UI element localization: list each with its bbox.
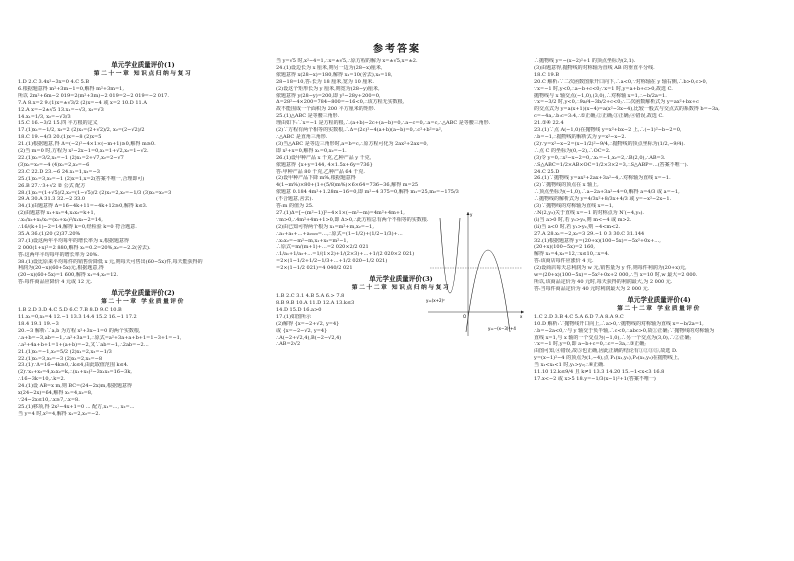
answer-line: 依题意 0.184 4m²+1.28m−16=0,即 m²−4 375=0,解得 m₁=25,m₂=−175/3 xyxy=(276,189,459,196)
answer-line: 35.A 36.(1)20 (2)37.20% xyxy=(18,230,81,237)
answer-line: ∴b=−2a<0,∵与 y 轴交于负半轴,∴c<0,∴abc>0,故①正确;∵抛物线的对称轴为 xyxy=(534,327,715,334)
answer-line: ∴A(−2+√2,4),B(−2−√2,4) xyxy=(276,334,342,341)
section-title: 单元学业质量评价(1) xyxy=(111,61,175,69)
answer-line: ∴16/(k+1)−2=14,解得 k=0,经检验 k=0 符合题意. xyxy=(18,224,137,231)
answer-line: 答:该商店每件应涨价 4 元. xyxy=(534,258,594,265)
answer-line: 理由如下:∵x=−1 是方程的根,∴(a+b)−2c+(a−b)=0,∴a−c=0,∴a=c,∴△ABC 是等腰三角形. xyxy=(276,120,491,127)
answer-line: ∵x=−1 时,y=0,即 a−b+c=0,∴c=−3a,∴③正确; xyxy=(534,341,646,348)
answer-line: 28.(1)x₁=(1+√5)/2,x₂=(1−√5)/2 (2)x₁=2,x₂=−1/3 (3)x₁=x₂=3 xyxy=(18,189,172,196)
answer-line: 17.x<−2 或 x>5 18.y=−1/3(x−1)²+1(答案不唯一) xyxy=(534,375,656,382)
section-subtitle: 第二十一章 知识点归纳与复习 xyxy=(93,71,193,77)
answer-line: 27.(1)Δ=[−(m²−1)]²−4×1×(−m²−m)=4m²+4m+1, xyxy=(276,209,405,216)
answer-line: c=−4a,∴b:c=3:4,∴①正确;②正确;③正确;④错误,故选 C. xyxy=(534,113,664,120)
answer-line: 18.C 19.−4/3 20.(1)x=−8 (2)x=5 xyxy=(18,134,102,141)
answer-line: =2×(1−1/2+1/2−1/3+…+1/2 020−1/2 021) xyxy=(276,258,388,265)
answer-line: 22.(1)x₁=3,x₂=−3 (2)x₁=2,x₂=−8 xyxy=(18,355,103,362)
answer-line: 解得 x₁=4,x₂=12,∵x≤10,∴x=4. xyxy=(534,251,610,258)
answer-line: ∵m>0,∴4m²+4m+1>0,即 Δ>0,∴此方程总有两个不相等的实数根. xyxy=(276,216,429,223)
answer-line: 答:这两年平均每年的增长率为 20%. xyxy=(18,251,99,258)
answer-line: ∴b=−1,∴抛物线的解析式为 y=x²−x−2. xyxy=(534,133,627,140)
answer-line: (2)设商店每天总利润为 w 元,销售量为 y 件,则每件利润为(20+x)元, xyxy=(534,265,687,272)
answer-line: (2)∵方程有两个相等的实数根,∴Δ=(2c)²−4(a+b)(a−b)=0,∴c²+b²=a², xyxy=(276,127,443,134)
answer-line: 当 y=√5 时,x²−4=1,∴x=±√5,∴原方程的解为 x=±√5,x=±2. xyxy=(276,58,418,64)
answer-line: 24.(1)设 AB=x m,则 BC=(24−2x)m,根据题意得 xyxy=(18,383,132,390)
answer-line: ∴原式=m/(m+1)+…=2 020×2/2 021 xyxy=(276,244,369,251)
answer-line: (2)当 m=0 时,方程为 x²−2x−1=0,x₁=1+√2,x₂=1−√2. xyxy=(18,148,149,155)
answer-line: (2)∵抛物线的顶点在 x 轴上, xyxy=(534,182,599,189)
answer-line: (2)∵y=x²−x−2=(x−1/2)²−9/4,∴抛物线的顶点坐标为(1/2,−9/4). xyxy=(534,140,686,147)
answer-line: 26.(1)∵抛物线 y=ax²+2ax+3a²−4,∴对称轴为直线 x=−1. xyxy=(534,175,671,182)
answer-line: 27.A 28.x₁=−2,x₂=3 29.−1 0 3 30.C 31.144 xyxy=(534,230,645,237)
answer-line: 的交点式为 y=a(x+1)(x−4)=a(x²−3x−4),比较一般式与交点式的系数得 b=−3a, xyxy=(534,106,720,113)
answer-line: 26.B 27.∵3+√2 ② 公式 配方 xyxy=(18,182,86,189)
answer-line: 依题意得 {x+y=144, 4×1.5x+6y=736} xyxy=(276,161,373,168)
answer-line: 或 {x=−2−√2, y=4} xyxy=(276,327,328,334)
answer-line: 答:m 的值为 25. xyxy=(276,203,314,210)
answer-line: (2)设这个矩形长为 y 厘米,则宽为(28−y)厘米, xyxy=(276,85,380,92)
parabola-graph-svg xyxy=(426,208,526,338)
section-title: 单元学业质量评价(2) xyxy=(111,289,175,298)
answer-line: 28−18=10,答:长为 18 厘米,宽为 10 厘米. xyxy=(276,78,375,85)
answer-line: 20.−3 解析:∵a,b 为方程 x²+3x−1=0 的两个实数根, xyxy=(18,327,141,334)
answer-line: (3)由题意得,抛物线的对称轴为直线 AB 的垂直平分线. xyxy=(534,64,655,71)
answer-line: (2)设甲种产品下降 m%,根据题意得 xyxy=(276,175,356,182)
answer-line: 14.D 15.D 16.a>0 xyxy=(276,306,322,313)
answer-line: 29.A 30.A 31.3 32.−2 33.0 xyxy=(18,196,86,203)
answer-line: ∴x₁x₂=−m²−m,x₁+x₂=m²−1, xyxy=(276,237,349,244)
answer-line: ∵x=−1 时,y<0,∴a−b+c<0;∵x=1 时,y=a+b+c>0,故选 C. xyxy=(534,85,673,92)
answer-line: 1.D 2.C 3.4x²−3x=0 4.C 5.B xyxy=(18,79,90,85)
answer-line: =2×(1−1/2 021)=4 040/2 021 xyxy=(276,265,353,272)
answer-line: ∴1/a₁+1/a₂+…=1/(1×2)+1/(2×3)+…+1/(2 020×2 021) xyxy=(276,251,415,258)
answer-line: 25.(1)移项,得 2x²−4x+1=0 ... 配方,x₁=..., x₂=... xyxy=(18,403,135,410)
answer-line: ∴抛物线的解析式为 y=4/3x²+8/3x+4/3 或 y=−x²−2x−1. xyxy=(534,196,672,203)
page-title: 参考答案 xyxy=(373,44,421,55)
answer-line: 答:甲种产品 80 千克,乙种产品 64 千克. xyxy=(276,168,365,175)
answer-line: 抛物线与 x 轴交点(−1,0),(3,0),∴对称轴 x=1,∴−b/2a=1. xyxy=(534,92,667,99)
parabola-graph xyxy=(426,208,526,338)
answer-line: (20+x)(100−5x)=2 160, xyxy=(534,244,596,251)
section-title: 单元学业质量评价(3) xyxy=(369,275,433,284)
answer-line: 依题意得 x(28−x)=180,解得 x₁=10(舍去),x₂=18, xyxy=(276,71,393,78)
answer-line: (i)当 a>0 时,若 y₁>y₂,则 m<−4 或 m>2. xyxy=(534,216,632,223)
answer-line: x(24−2x)=64,解得 x₁=4,x₂=8, xyxy=(18,390,93,397)
answer-line: 答:每件商品应降价 4 元或 12 元. xyxy=(18,279,93,286)
answer-line: (ii)当 a<0 时,若 y₁>y₂,则 −4<m<2. xyxy=(534,223,621,230)
answer-line: ∴a+b=−3,ab=−1,∴a²+3a=1,∴原式=a²+3a+a+b+1=1−3+1=−1, xyxy=(18,334,182,341)
answer-line: 依题意得 y(28−y)=200,即 y²−28y+200=0, xyxy=(276,92,381,99)
answer-line: 直线 x=1,与 x 轴的一个交点为(−1,0),∴另一个交点为(3,0),∴②正确; xyxy=(534,334,692,341)
answer-line: ∴顶点坐标为(−1,0),∴a−2a+3a²−4=0,解得 a=4/3 或 a=−1, xyxy=(534,189,680,196)
answer-line: y=(x−1)²−4 的顶点为(1,−4),点 P₁(x₁,y₁),P₂(x₂,y₂)在抛物线上, xyxy=(534,355,680,362)
answer-line: ∴S△ABC=1/2×AB×OC=1/2×3×2=3,∴S△ABP=…(答案不唯一). xyxy=(534,161,689,168)
answer-line: 24.(1)设边长为 x 厘米,则另一边为(28−x)厘米, xyxy=(276,64,383,71)
answer-line: 7.A 8.x=2 9.(1)x=±√3/2 (2)x=−4 或 x=2 10.D 11.A xyxy=(18,99,147,106)
answer-line: 当 x₁<x₂<1 时,y₁>y₂;∴⑥正确. xyxy=(534,362,605,369)
answer-line: 25.(1)x₁=3,x₂=−1 (2)x=1,x=2(答案不唯一,合理即可) xyxy=(18,175,145,182)
answer-line: (3)令 y=0,∴x²−x−2=0,∴x₁=−1,x₂=2,∴B(2,0),∴AB=3. xyxy=(534,154,666,161)
answer-line: 17.(1)x₁=−1/2, x₂=2 (2)x₁=(2+√2)/2, x₂=(2−√2)/2 xyxy=(18,127,145,134)
answer-line: Δ=28²−4×200=784−800=−16<0,∴该方程无实数根, xyxy=(276,99,405,106)
answer-line: ∵24−2x≤10,∴x≥7,∴x=8. xyxy=(18,396,80,403)
origin-label: O xyxy=(463,314,467,319)
answer-line: 24.C 25.D xyxy=(534,168,560,175)
answer-line: 26.(1)设甲种产品 x 千克,乙种产品 y 千克, xyxy=(276,154,372,161)
answer-line: (2)由题意得 x₁+x₂=4,x₁x₂=k+1, xyxy=(18,210,96,217)
answer-line: (3)∵抛物线的对称轴为直线 x=−1, xyxy=(534,203,614,210)
answer-line: 20.C 解析:∵二次函数图象开口向下,∴a<0,∵对称轴在 y 轴右侧,∴b>0,c>0, xyxy=(534,78,708,85)
answer-line: 所以,该商品定价为 40 元时,每天获得的利润最大,为 2 000 元. xyxy=(534,279,673,285)
section-title: 单元学业质量评价(4) xyxy=(627,295,691,304)
answer-line: (20−x)(60+5x)=1 600,解得 x₁=4,x₂=12. xyxy=(18,272,119,279)
answer-line: 12.A x=−2±√5 13.x₁=−√3, x₂=√3 xyxy=(18,106,104,113)
answer-column-3 xyxy=(534,58,784,553)
answer-column-2 xyxy=(276,58,526,553)
answer-line: ∴N(2,y₂)关于直线 x=−1 的对称点为 N′(−4,y₂). xyxy=(534,209,644,216)
answer-line: 6.根据题意得 m²+3m−1=0,解得 m²+3m=1, xyxy=(18,85,124,92)
answer-line: 当 y=4 时,x²=4,解得 x₁=2,x₂=−2. xyxy=(18,410,101,417)
x-axis-label: x xyxy=(520,314,523,319)
answer-line: 23.(1)∵点 A(−1,0)在抛物线 y=x²+bx−2 上,∴(−1)²−b−2=0, xyxy=(534,127,682,134)
answer-line: 18.4 19.1 19.−3 xyxy=(18,321,59,327)
answer-line: ∴点 C 的坐标为(0,−2),∴OC=2. xyxy=(534,147,611,154)
answer-line: 14.x₁=1/3, x₂=−√3/3 xyxy=(18,113,71,120)
answer-line: ∵x=−3/2 时,y<0,∴9a/4−3b/2+c<0;∴二次函数解析式为 y=ax²+bx+c xyxy=(534,99,699,106)
answer-line: 答:当每件商品定价为 40 元时利润最大为 2 000 元. xyxy=(534,285,650,292)
section-subtitle: 第二十一章 学业质量评价 xyxy=(101,299,185,306)
answer-line: ∴△ABC 是直角三角形. xyxy=(276,133,328,140)
answer-line: 21.(1)根据题意,得 Δ=(−2)²−4×1×(−m+1)≥0,解得 m≥0. xyxy=(18,141,156,148)
parabola-left xyxy=(440,218,460,293)
answer-line: 37.(1)设这两年平均每年的增长率为 x,根据题意得 xyxy=(18,237,130,244)
answer-line: (2)∵x₁+x₂=4,x₁x₂=k,∴(x₁+x₂)²−3x₁x₂=16−3k, xyxy=(18,369,133,376)
answer-line: 所以 2m²+6m−2 019=2(m²+3m)−2 019=2−2 019=−2 017. xyxy=(18,92,169,99)
answer-line: 38.(1)设比原来平均每件的销售价降低 x 元,则每天可售出(60−5x)件,每天能获得的 xyxy=(18,258,203,265)
answer-line: 1.B 2.D 3.D 4.C 5.D 6.C 7.B 8.D 9.C 10.B xyxy=(18,307,122,314)
answer-line: (3)x₁=x₂=−4 (4)x₁=2,x₂=−6 xyxy=(18,161,90,168)
answer-line: 4(1−m%)×80+(1+(5/8)m%)×6×64=736−36,解得 m=25 xyxy=(276,182,419,189)
parabola-right xyxy=(466,250,510,332)
y-axis-label: y xyxy=(470,212,473,217)
answer-line: 15.C 16.−3/2 15.四 平方根的定义 xyxy=(18,120,98,127)
answer-line: 21.(1)x₁=−1,x₂=5/2 (2)x₁=2,x₂=−1/3 xyxy=(18,348,112,355)
answer-line: ∴a₁+a₂+…+a₂₀₂₀=…,∴原式=(1−1/2)+(1/2−1/3)+… xyxy=(276,230,403,237)
answer-line: 32.(1)根据题意得 y=(20+x)(100−5x)=−5x²+0x+…, xyxy=(534,237,661,244)
answer-line: 10.D 解析:∵抛物线开口向上,∴a>0,∵抛物线的对称轴为直线 x=−b/2a=1, xyxy=(534,320,704,327)
answer-line: 25.(1)△ABC 是等腰三角形. xyxy=(276,113,340,120)
answer-line: (2)解得 {x=−2+√2, y=4} xyxy=(276,320,340,327)
answer-line: 18.C 19.B xyxy=(534,71,559,78)
answer-line: 2 000(1+x)²=2 880,解得 x₁=0.2=20%,x₂=−2.2(舍去). xyxy=(18,244,151,251)
answer-line: 11.10 12.k≤9/4 且 k≠1 13.3 14.20 15.−1<x<3 16.8 xyxy=(534,369,665,376)
answer-line: 利润为(20−x)(60+5x)元,根据题意,得 xyxy=(18,265,104,272)
answer-line: 17.(1)如图所示 xyxy=(276,313,312,320)
answer-line: 22.(1)x₁=3/2,x₂=−1 (2)x₁=2+√7,x₂=2−√7 xyxy=(18,154,124,161)
answer-line: 由图可知,④错误,故⑤也正确,因此正确的结论有①②③⑤,故选 D. xyxy=(534,348,678,355)
answer-line: 23.C 22.D 23.−6 24.x₁=1,x₂=−3 xyxy=(18,168,100,175)
section-subtitle: 第二十二章 知识点归纳与复习 xyxy=(351,285,451,292)
answer-line: ∴x₁/x₂+x₂/x₁=(x₁+x₂)²/x₁x₂−2=14, xyxy=(18,217,103,224)
answer-line: (3)当△ABC 是等边三角形时,a=b=c,∴原方程可化为 2ax²+2ax=0, xyxy=(276,140,429,147)
answer-line: 8.B 9.B 10.A 11.D 12.A 13.k≤3 xyxy=(276,300,355,306)
answer-line: ∴AB=2√2 xyxy=(276,341,301,348)
answer-line: 34.(1)由题意得 Δ=16−4k+11=−4k+12≥0,解得 k≤3. xyxy=(18,203,148,210)
answer-line: (不合题意,舍去). xyxy=(276,196,314,203)
answer-line: (2)由已知可得两个根为 x₁=m²+m,x₂=−1, xyxy=(276,223,374,230)
answer-column-1 xyxy=(18,58,268,553)
answer-line: 故不能围成一个面积为 200 平方厘米的矩形. xyxy=(276,106,376,113)
answer-line: ∴a²+4a+b+1=1+(a+b)=−2,又∵ab=−1,∴2ab=−2… xyxy=(18,341,149,348)
answer-line: 23.(1)∵Δ=16−4k≥0,∴k≤4,由此取值范围 k≤4. xyxy=(18,362,129,369)
answer-line: 1.B 2.C 3.1 4.B 5.A 6.> 7.8 xyxy=(276,293,345,300)
left-curve-label: y=(x+2)² xyxy=(426,298,445,303)
answer-line: 即 x²+x=0,解得 x₁=0,x₂=−1. xyxy=(276,147,347,154)
answer-line: 11.x₁=0,x₂=4 12.−1 13.3 14.4 15.2 16.−1 17.2 xyxy=(18,314,137,321)
answer-line: ∴抛物线 y=−(x−2)²+1 的顶点坐标为(2,1). xyxy=(534,58,636,64)
answer-line: ∴16−3k=10,∴k=2. xyxy=(18,376,66,383)
answer-line: w=(20+x)(100−5x)=−5x²+0x+2 000,∴当 x=10 时,w 最大=2 000. xyxy=(534,272,698,279)
section-subtitle: 第二十二章 学业质量评价 xyxy=(617,305,701,312)
answer-line: 21.①④ 22.4 xyxy=(534,120,564,127)
right-curve-label: y=−(x−3)²+4 xyxy=(488,326,516,331)
answer-line: 1.C 2.D 3.B 4.C 5.A 6.D 7.A 8.A 9.C xyxy=(534,313,624,320)
